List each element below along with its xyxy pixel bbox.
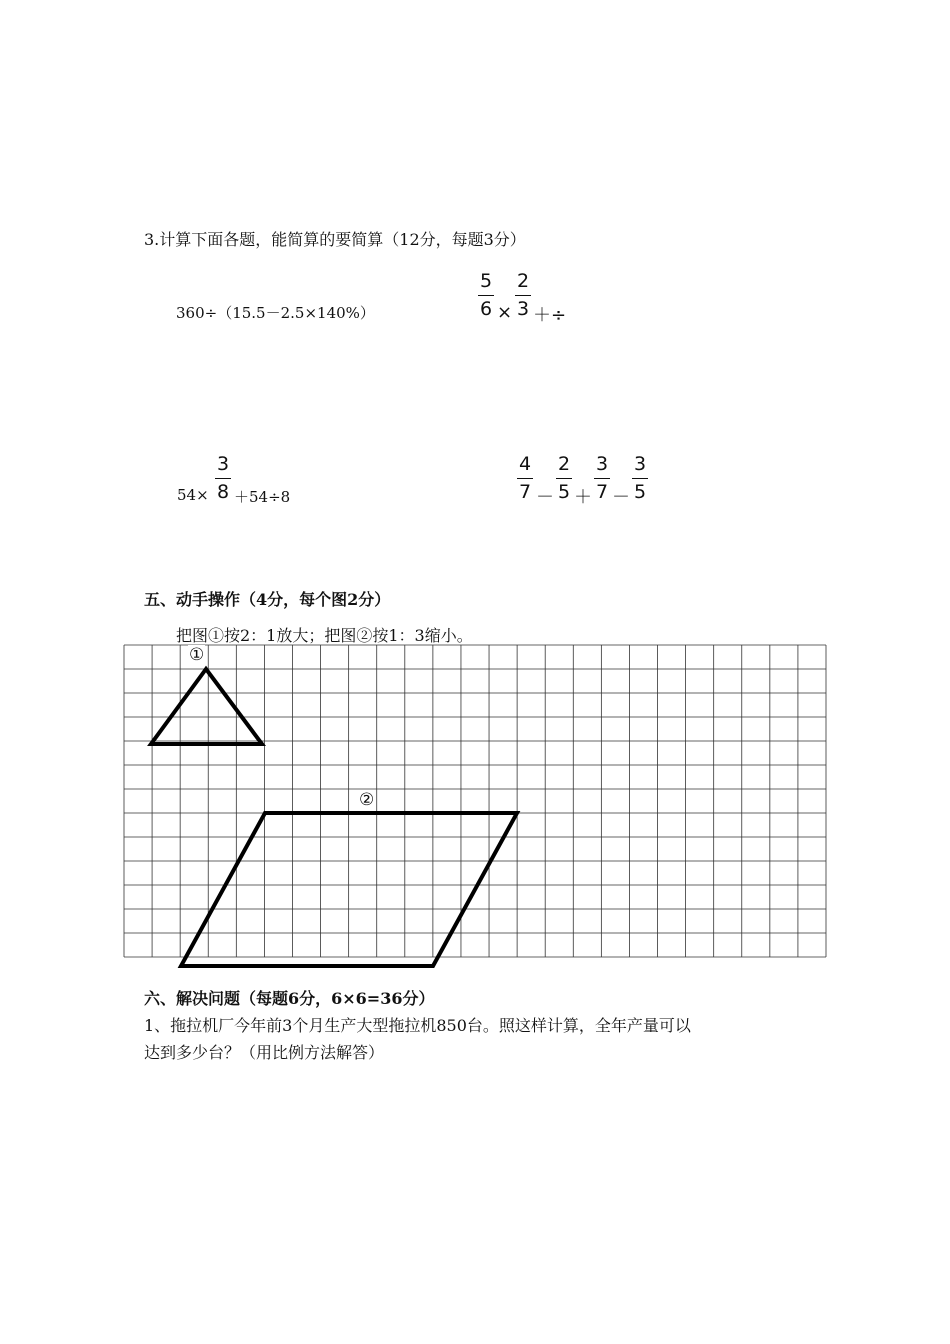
triangle-figure-1 [151,669,262,744]
section-6-title: 六、解决问题（每题6分，6×6=36分） [144,989,435,1008]
denominator: 6 [479,298,493,320]
numerator: 3 [633,453,647,475]
numerator: 5 [479,270,493,292]
minus-sign: － [536,487,554,508]
numerator: 2 [516,270,530,292]
square-grid [124,645,826,957]
numerator: 2 [557,453,571,475]
problem-1-line-1: 1、拖拉机厂今年前3个月生产大型拖拉机850台。照这样计算，全年产量可以 [144,1016,691,1035]
minus-sign: － [612,487,630,508]
question-3-title: 3.计算下面各题，能简算的要简算（12分，每题3分） [144,230,526,249]
figure-1-label: ① [189,645,205,665]
denominator: 7 [518,481,532,503]
denominator: 7 [595,481,609,503]
numerator: 3 [595,453,609,475]
section-5-title: 五、动手操作（4分，每个图2分） [144,590,391,609]
denominator: 8 [216,481,230,503]
figure-2-label: ② [359,790,375,810]
denominator: 5 [633,481,647,503]
problem-1-line-2: 达到多少台？（用比例方法解答） [144,1043,385,1062]
denominator: 5 [557,481,571,503]
numerator: 4 [518,453,532,475]
numerator: 3 [216,453,230,475]
prefix-54-times: 54× [177,486,209,504]
plus-sign: ＋ [574,487,592,508]
problem-1-expression: 360÷（15.5－2.5×140%） [176,304,375,322]
denominator: 3 [516,298,530,320]
times-sign: × [497,302,513,323]
plus-divide-signs: ＋÷ [533,305,567,326]
tail-plus-54-div-8: ＋54÷8 [234,488,291,506]
section-5-instruction: 把图①按2：1放大；把图②按1：3缩小。 [176,626,473,645]
